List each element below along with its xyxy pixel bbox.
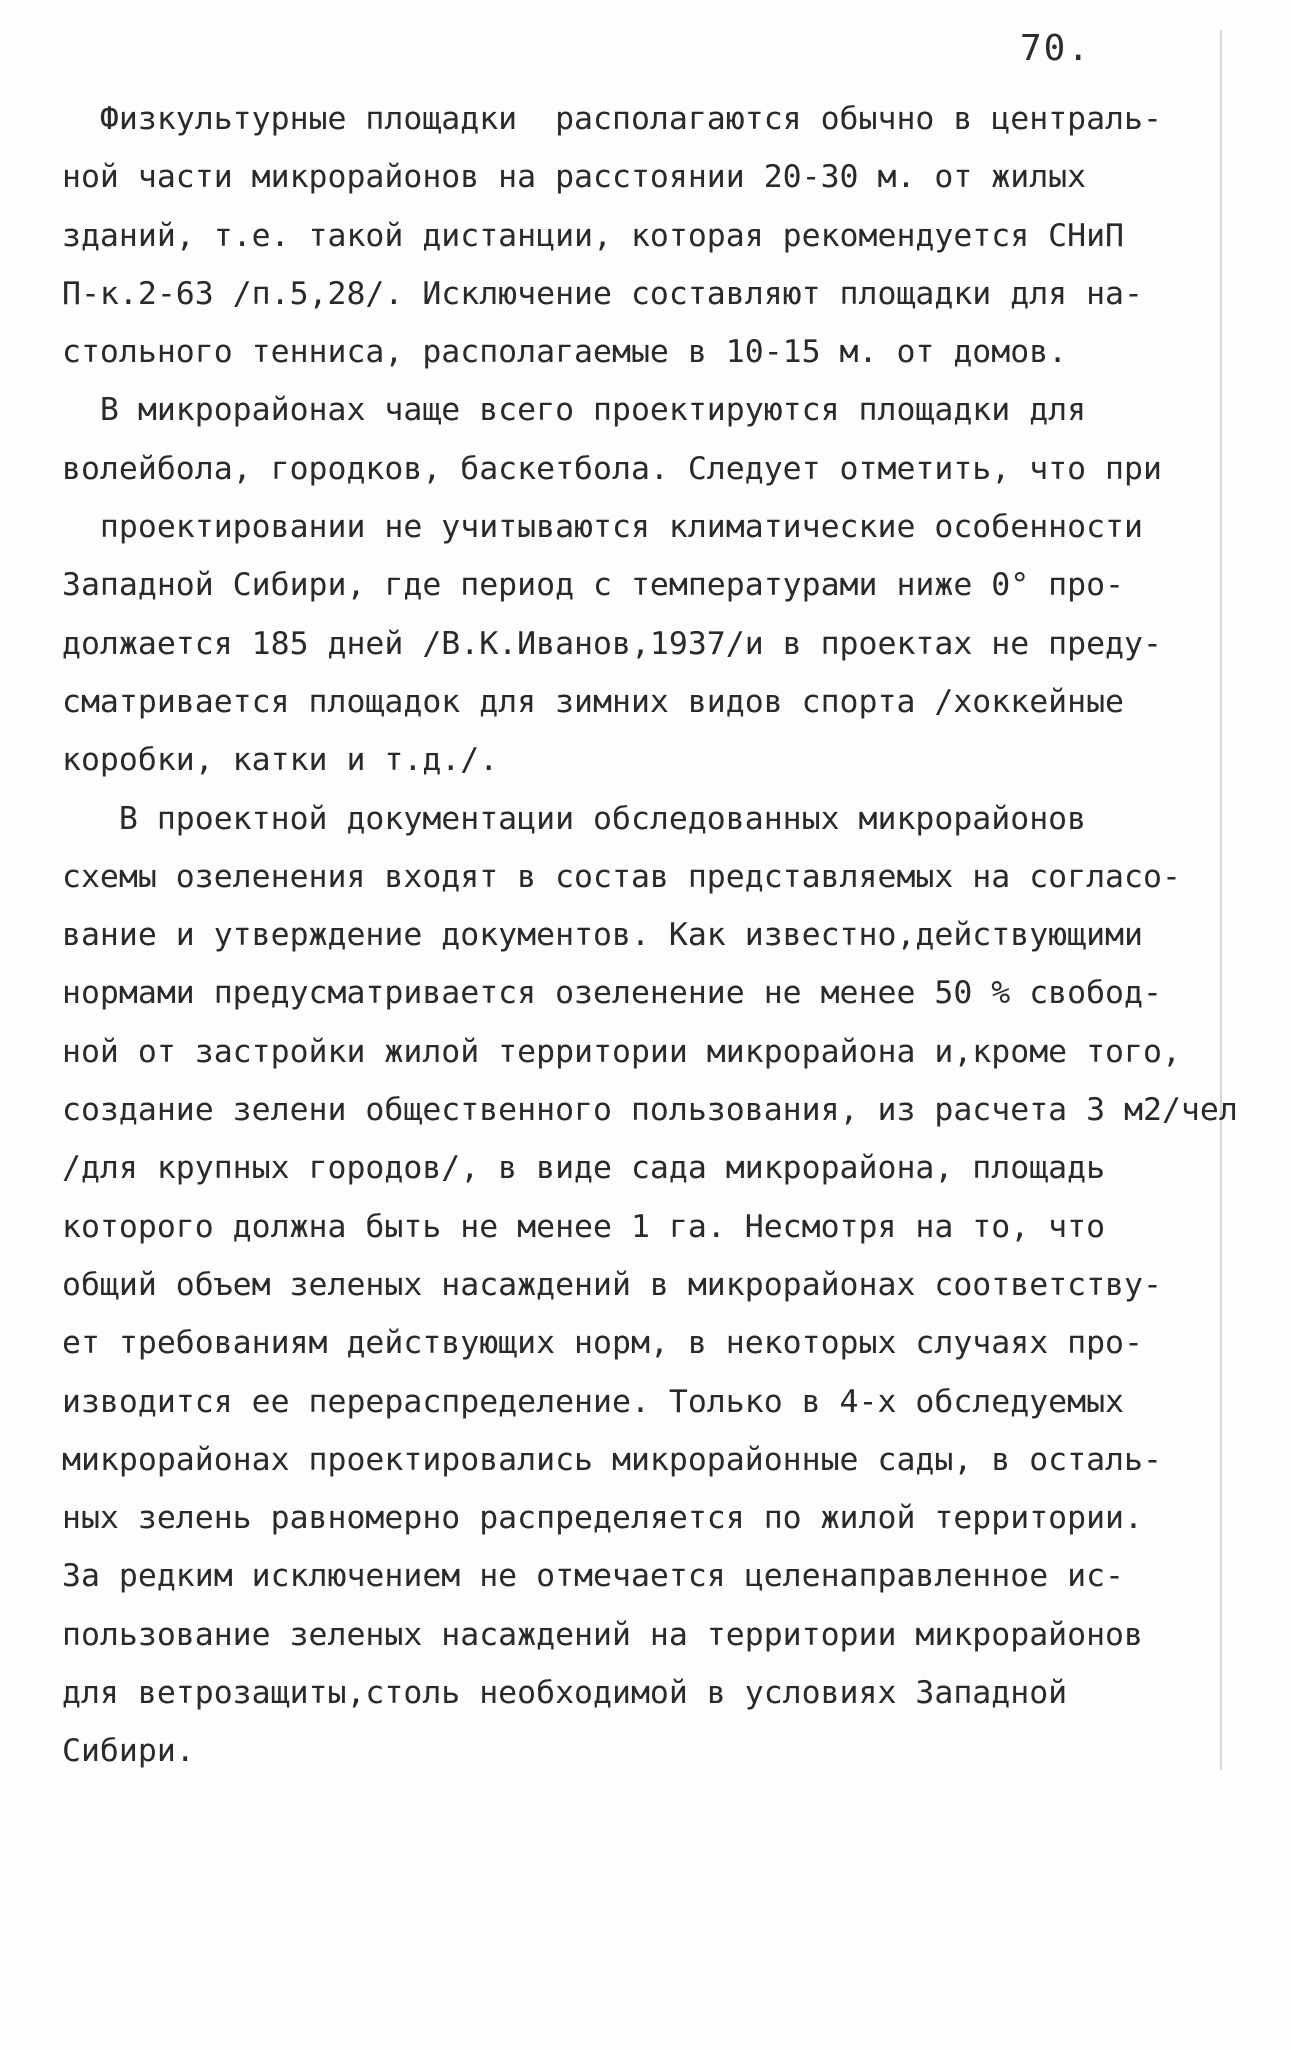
text-line: За редким исключением не отмечается целенаправленное ис- — [62, 1558, 1125, 1595]
text-line: микрорайонах проектировались микрорайонные сады, в осталь- — [62, 1441, 1162, 1478]
text-line: ной от застройки жилой территории микрорайона и,кроме того, — [62, 1033, 1181, 1070]
text-line: П-к.2-63 /п.5,28/. Исключение составляют площадки для на- — [62, 275, 1143, 312]
text-line: ных зелень равномерно распределяется по жилой территории. — [62, 1500, 1143, 1537]
text-line: изводится ее перераспределение. Только в 4-х обследуемых — [62, 1383, 1125, 1420]
page-number: 70. — [1020, 28, 1092, 69]
text-line: Физкультурные площадки располагаются обычно в централь- — [62, 101, 1162, 137]
text-line: создание зелени общественного пользования, из расчета 3 м2/чел — [62, 1092, 1238, 1129]
text-line: Сибири. — [62, 1733, 195, 1770]
text-line: нормами предусматривается озеленение не менее 50 % свобод- — [62, 975, 1162, 1012]
text-line: общий объем зеленых насаждений в микрорайонах соответству- — [62, 1266, 1162, 1303]
text-line: которого должна быть не менее 1 га. Несмотря на то, что — [62, 1208, 1106, 1245]
text-line: зданий, т.е. такой дистанции, которая рекомендуется СНиП — [62, 217, 1125, 254]
text-line: /для крупных городов/, в виде сада микрорайона, площадь — [62, 1150, 1106, 1187]
text-line: волейбола, городков, баскетбола. Следует отметить, что при — [62, 450, 1162, 487]
text-line: В микрорайонах чаще всего проектируются площадки для — [62, 392, 1087, 429]
text-line: ной части микрорайонов на расстоянии 20-30 м. от жилых — [62, 159, 1087, 196]
page-body — [62, 90, 1238, 1781]
text-line: сматривается площадок для зимних видов спорта /хоккейные — [62, 683, 1125, 720]
text-line: Западной Сибири, где период с температурами ниже 0° про- — [62, 567, 1125, 604]
text-line: для ветрозащиты,столь необходимой в условиях Западной — [62, 1675, 1068, 1712]
text-line: пользование зеленых насаждений на территории микрорайонов — [62, 1616, 1143, 1653]
text-line: ет требованиям действующих норм, в некоторых случаях про- — [62, 1325, 1143, 1362]
text-line: проектировании не учитываются климатические особенности — [62, 509, 1143, 546]
text-line: схемы озеленения входят в состав представляемых на согласо- — [62, 858, 1181, 895]
text-line: В проектной документации обследованных микрорайонов — [62, 800, 1087, 837]
text-line: должается 185 дней /В.К.Иванов,1937/и в проектах не преду- — [62, 625, 1162, 662]
text-line: коробки, катки и т.д./. — [62, 742, 499, 779]
text-line: стольного тенниса, располагаемые в 10-15 м. от домов. — [62, 334, 1068, 371]
text-line: вание и утверждение документов. Как известно,действующими — [62, 917, 1143, 954]
